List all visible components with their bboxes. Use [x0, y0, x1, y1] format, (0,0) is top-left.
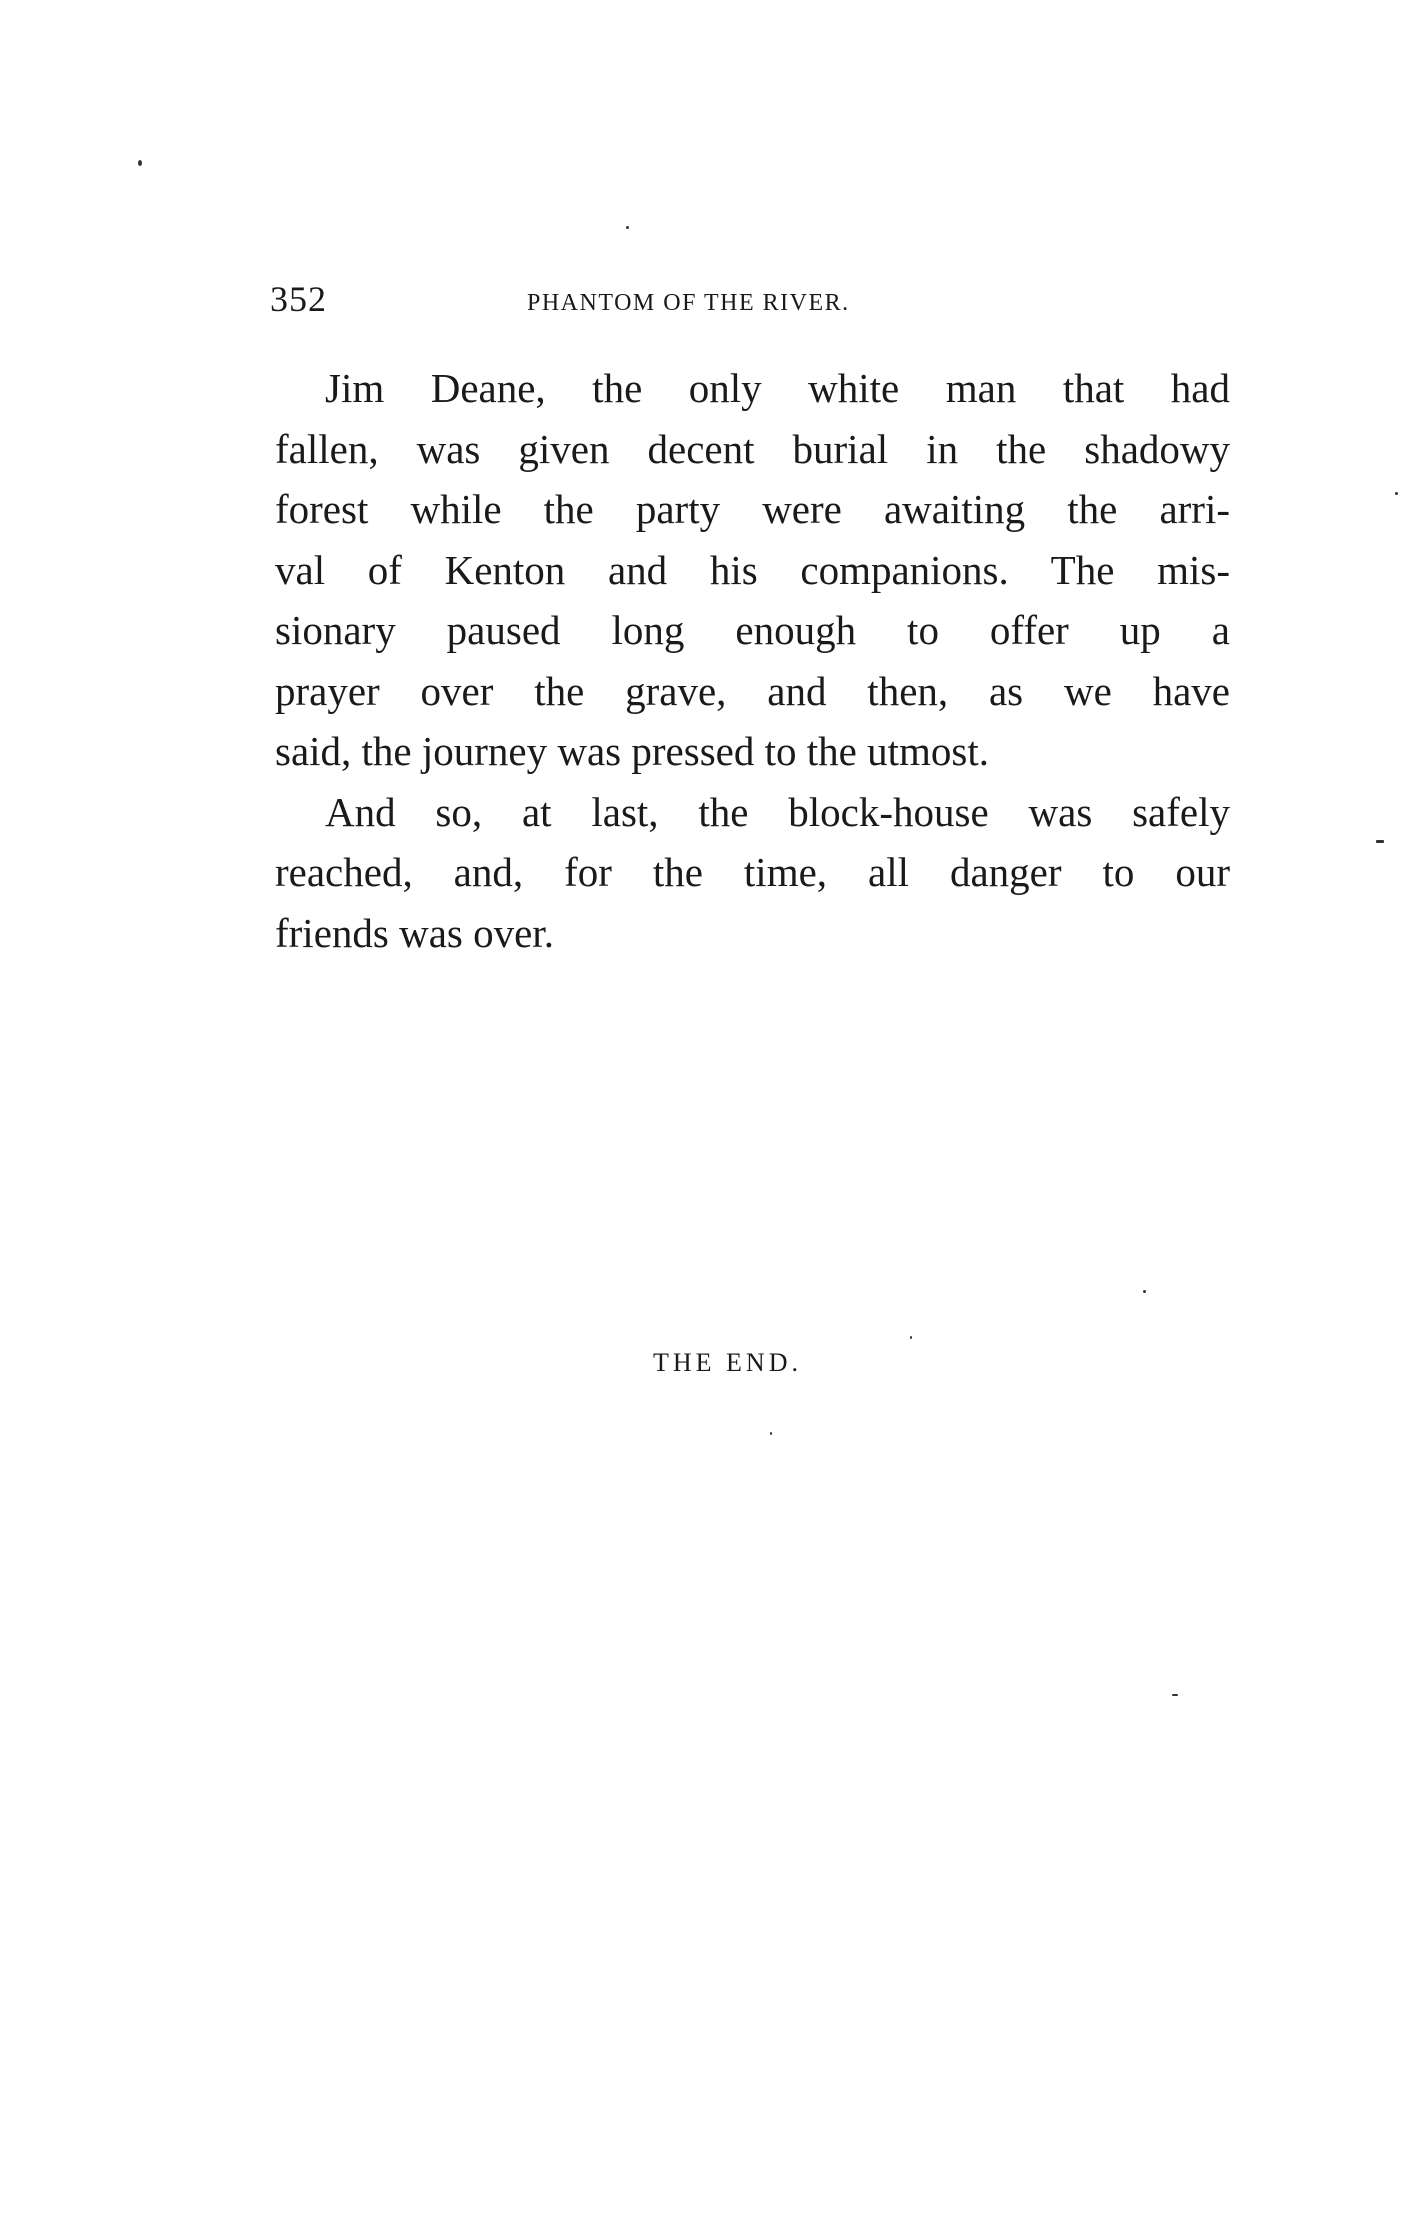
- text-line: said, the journey was pressed to the utmost.: [275, 728, 989, 774]
- text-line: sionary paused long enough to offer up a: [275, 607, 1230, 653]
- text-line: val of Kenton and his companions. The mis-: [275, 546, 1230, 593]
- page-header: [270, 278, 1230, 328]
- scan-speck: [1395, 492, 1398, 495]
- text-line: prayer over the grave, and then, as we have: [275, 667, 1230, 714]
- text-line: friends was over.: [275, 909, 554, 956]
- scan-speck: [626, 226, 629, 229]
- text-line: Jim Deane, the only white man that had: [325, 365, 1230, 411]
- scan-speck: [138, 160, 142, 166]
- scan-speck: [770, 1432, 772, 1435]
- scan-speck: [910, 1336, 912, 1339]
- text-line: And so, at last, the block-house was safely: [325, 788, 1230, 835]
- closing-text: THE END.: [653, 1348, 802, 1377]
- running-head: PHANTOM OF THE RIVER.: [527, 290, 850, 316]
- text-line: reached, and, for the time, all danger to our: [275, 849, 1230, 895]
- text-line: forest while the party were awaiting the arri-: [275, 486, 1230, 532]
- scan-speck: [1172, 1694, 1178, 1696]
- scan-speck: [1143, 1290, 1146, 1293]
- text-line: fallen, was given decent burial in the shadowy: [275, 425, 1230, 472]
- body-text: [275, 358, 1230, 963]
- paragraph: [275, 358, 1230, 782]
- paragraph: [275, 782, 1230, 964]
- scan-speck: [1376, 840, 1384, 843]
- page-number: 352: [270, 279, 327, 319]
